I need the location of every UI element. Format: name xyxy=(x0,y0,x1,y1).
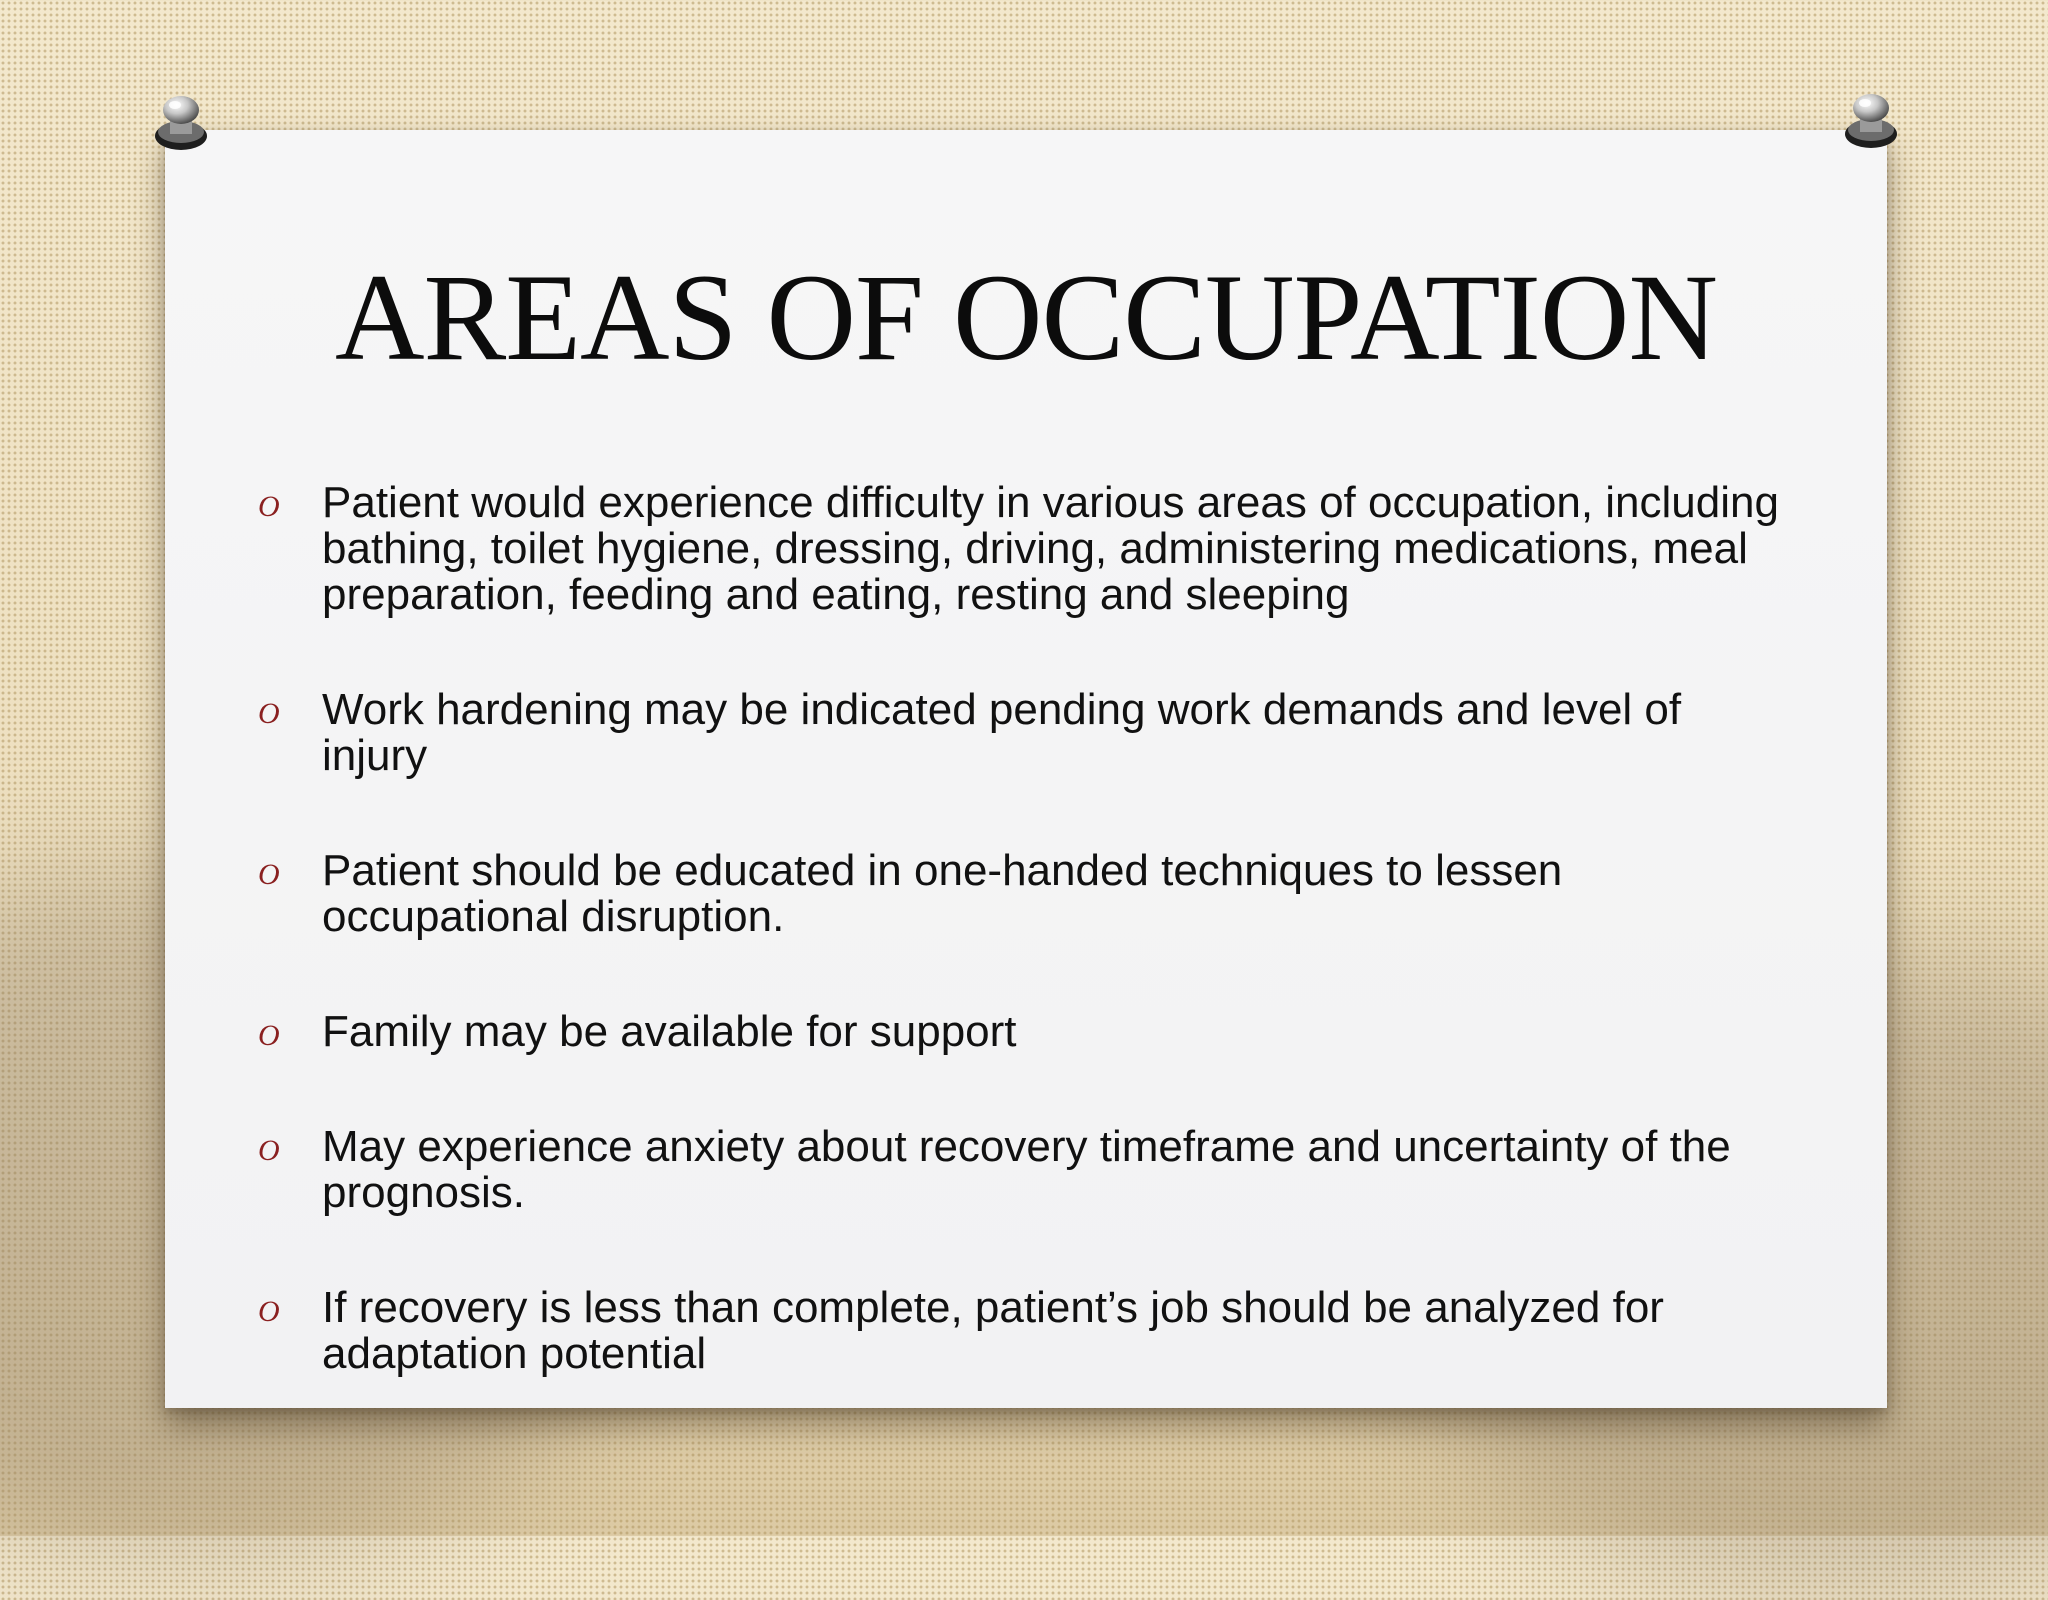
bullet-item xyxy=(252,480,1792,618)
pushpin-icon xyxy=(1836,86,1906,156)
bullet-text: May experience anxiety about recovery timeframe and uncertainty of the prognosis. xyxy=(322,1122,1731,1217)
bullet-marker-icon: O xyxy=(258,858,280,891)
bullet-text: Work hardening may be indicated pending work demands and level of injury xyxy=(322,685,1682,780)
bullet-item xyxy=(252,687,1792,779)
bullet-item xyxy=(252,1009,1792,1055)
bullet-list xyxy=(252,480,1792,1377)
bullet-marker-icon: O xyxy=(258,1019,280,1052)
bullet-item xyxy=(252,1285,1792,1377)
bullet-marker-icon: O xyxy=(258,490,280,523)
bullet-text: Patient should be educated in one-handed techniques to lessen occupational disruption. xyxy=(322,846,1563,941)
bullet-item xyxy=(252,848,1792,940)
bullet-marker-icon: O xyxy=(258,1295,280,1328)
bullet-text: Patient would experience difficulty in various areas of occupation, including bathing, toilet hygiene, dressing, driving, administering medications, meal preparation, feeding and eating, resting and sleeping xyxy=(322,478,1779,619)
pushpin-icon xyxy=(146,88,216,158)
bullet-item xyxy=(252,1124,1792,1216)
bullet-marker-icon: O xyxy=(258,697,280,730)
bullet-text: If recovery is less than complete, patient’s job should be analyzed for adaptation potential xyxy=(322,1283,1664,1378)
slide-title: AREAS OF OCCUPATION xyxy=(334,249,1718,386)
bullet-marker-icon: O xyxy=(258,1134,280,1167)
bullet-text: Family may be available for support xyxy=(322,1007,1017,1056)
